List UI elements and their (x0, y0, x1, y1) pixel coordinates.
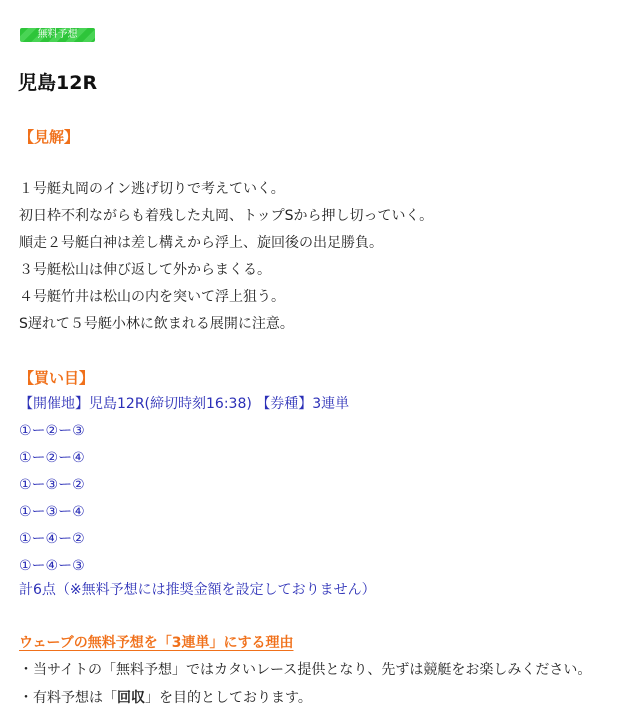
reason-line-2-post: 」を目的としております。 (145, 690, 312, 706)
bet-combo-3: ①ー③ー② (19, 477, 85, 493)
bets-total: 計6点（※無料予想には推奨金額を設定しておりません） (19, 582, 376, 598)
reason-line-2-bold: 回収 (117, 690, 145, 706)
bet-combo-2: ①ー②ー④ (19, 450, 85, 466)
view-line-4: ３号艇松山は伸び返して外からまくる。 (19, 262, 271, 278)
view-line-2: 初日枠不利ながらも着残した丸岡、トップSから押し切っていく。 (19, 208, 434, 224)
bet-combo-1: ①ー②ー③ (19, 423, 85, 439)
bets-heading: 【買い目】 (19, 369, 95, 387)
reason-line-2-pre: ・有料予想は「 (19, 690, 117, 706)
bets-info: 【開催地】児島12R(締切時刻16:38) 【券種】3連単 (19, 396, 350, 412)
view-line-5: ４号艇竹井は松山の内を突いて浮上狙う。 (19, 289, 285, 305)
reason-heading: ウェーブの無料予想を「3連単」にする理由 (19, 635, 294, 651)
view-line-6: S遅れて５号艇小林に飲まれる展開に注意。 (19, 316, 294, 332)
free-prediction-badge: 無料予想 (20, 28, 95, 42)
race-title: 児島12R (18, 72, 98, 94)
bet-combo-6: ①ー④ー③ (19, 558, 85, 574)
bet-combo-5: ①ー④ー② (19, 531, 85, 547)
view-heading: 【見解】 (19, 128, 80, 146)
view-line-1: １号艇丸岡のイン逃げ切りで考えていく。 (19, 181, 285, 197)
reason-line-2 (19, 688, 312, 708)
bet-combo-4: ①ー③ー④ (19, 504, 85, 520)
view-line-3: 順走２号艇白神は差し構えから浮上、旋回後の出足勝負。 (19, 235, 383, 251)
reason-line-1: ・当サイトの「無料予想」ではカタいレース提供となり、先ずは競艇をお楽しみください。 (19, 662, 592, 678)
